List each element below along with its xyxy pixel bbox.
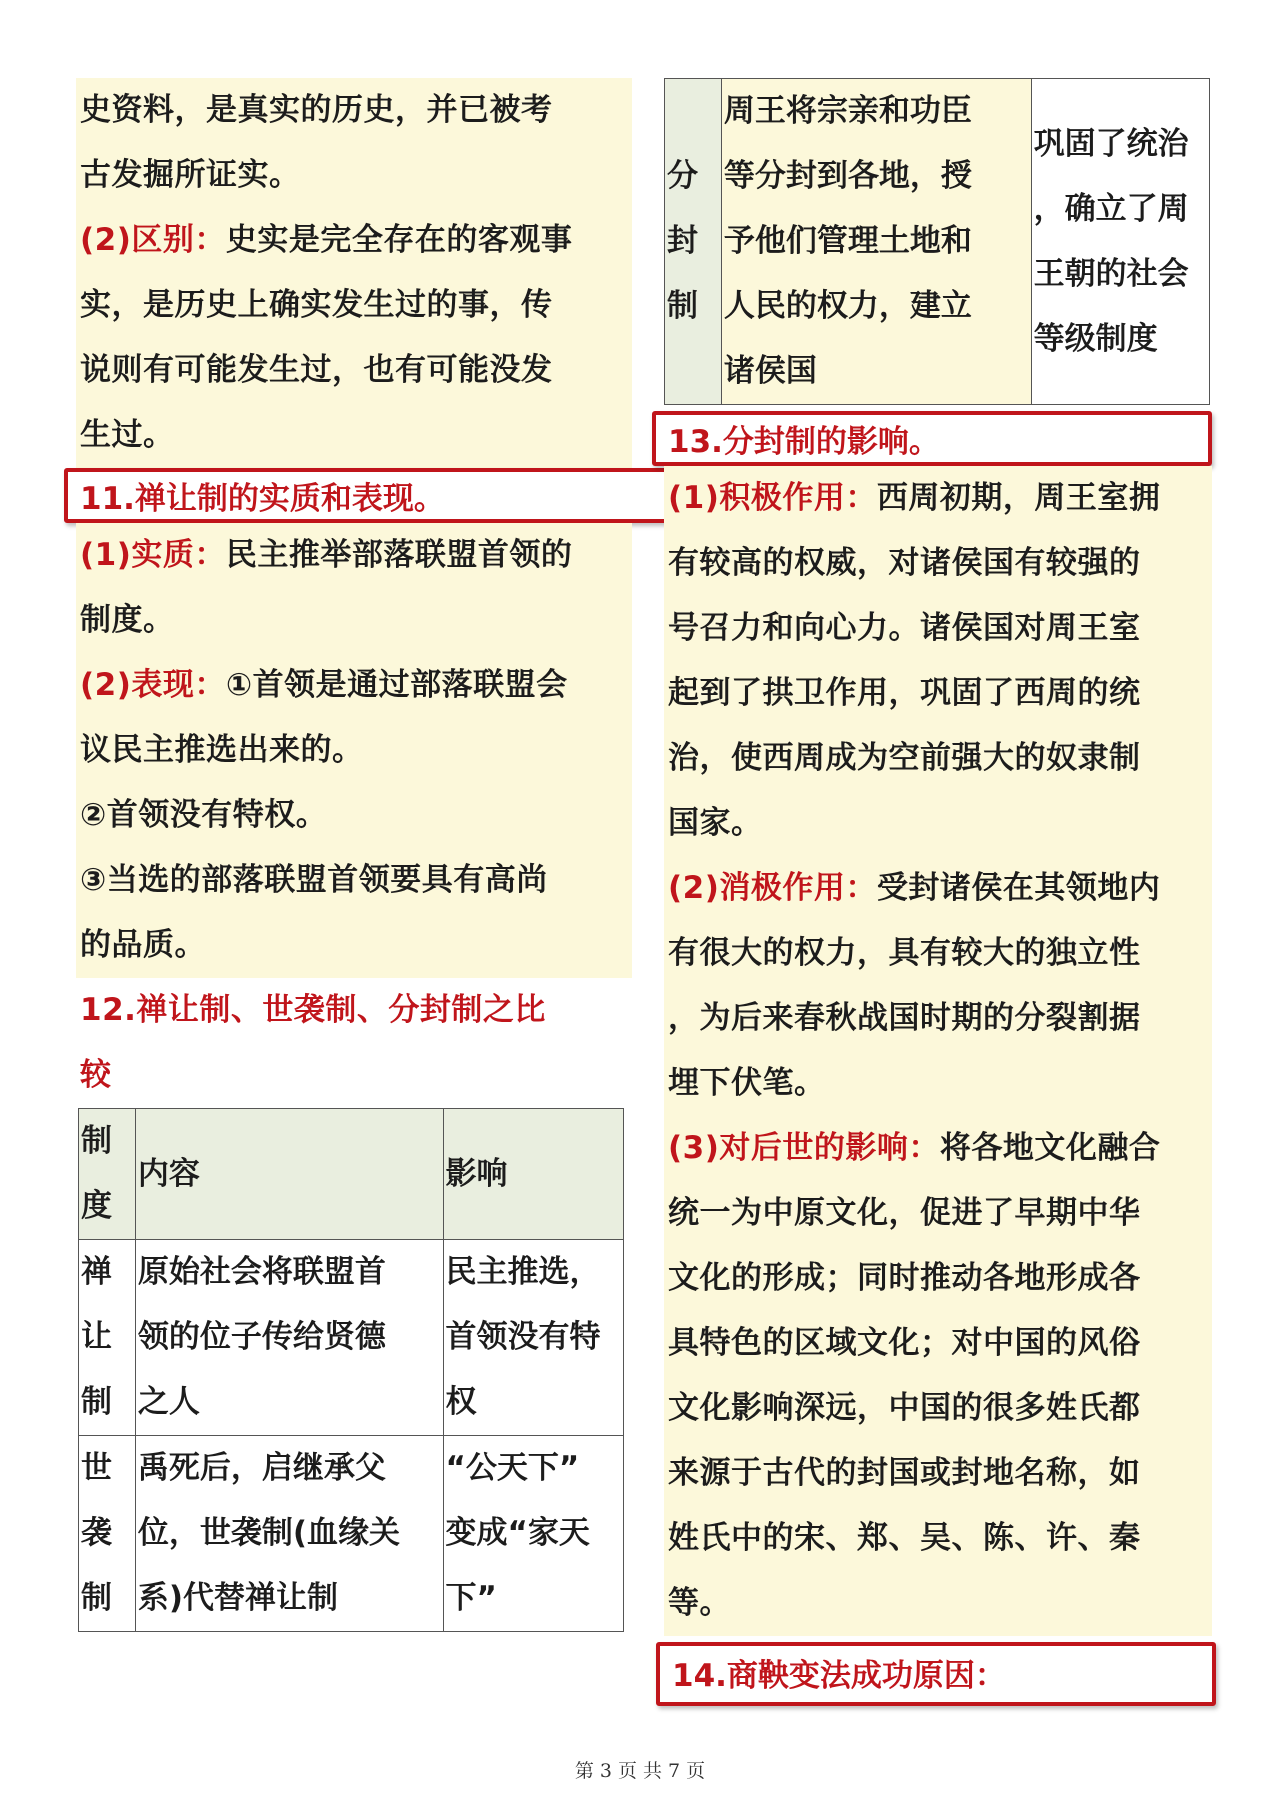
cell-line: 等分封到各地，授 (723, 158, 972, 194)
table-cell-impact (1031, 79, 1209, 405)
cell-line: 变成“家天 (445, 1515, 590, 1551)
cell-line: 之人 (137, 1384, 200, 1420)
comparison-table (78, 1108, 624, 1632)
cell-char: 禅 (81, 1254, 112, 1290)
cell-line: 王朝的社会 (1033, 255, 1189, 292)
manifest-line: ③当选的部落联盟首领要具有高尚 (80, 862, 548, 898)
negative-line: 有很大的权力，具有较大的独立性 (668, 935, 1141, 971)
cell-line: 诸侯国 (723, 353, 817, 389)
table-cell-impact (443, 1436, 624, 1632)
cell-char: 分 (667, 158, 698, 194)
table-header-row (79, 1109, 624, 1240)
cell-line: 位，世袭制(血缘关 (137, 1515, 401, 1551)
later-impact-paragraph (664, 1116, 1212, 1181)
later-impact-line: 文化影响深远，中国的很多姓氏都 (668, 1390, 1141, 1426)
manifest-line: ②首领没有特权。 (80, 797, 328, 833)
later-impact-line: 姓氏中的宋、郑、吴、陈、许、秦 (668, 1520, 1141, 1556)
essence-label: (1)实质： (80, 537, 226, 573)
table-cell-content (721, 79, 1031, 405)
cell-line: 原始社会将联盟首 (137, 1254, 386, 1290)
section-12-heading-line: 较 (80, 1057, 112, 1093)
diff-line: 说则有可能发生过，也有可能没发 (80, 352, 553, 388)
positive-paragraph (664, 466, 1212, 531)
header-char: 制 (81, 1123, 112, 1159)
cell-line: 予他们管理土地和 (723, 223, 972, 259)
table-cell-system (79, 1436, 136, 1632)
cell-char: 世 (81, 1450, 112, 1486)
later-impact-line: 文化的形成；同时推动各地形成各 (668, 1260, 1141, 1296)
header-cell-impact: 影响 (443, 1109, 624, 1240)
cell-line: 领的位子传给贤德 (137, 1319, 386, 1355)
positive-line: 号召力和向心力。诸侯国对周王室 (668, 610, 1141, 646)
fenfeng-table-continued (664, 78, 1210, 405)
essence-line: 制度。 (80, 602, 175, 638)
cell-char: 制 (81, 1580, 112, 1616)
positive-line: 有较高的权威，对诸侯国有较强的 (668, 545, 1141, 581)
table-cell-content (135, 1436, 443, 1632)
negative-label: (2)消极作用： (668, 870, 877, 906)
positive-line: 起到了拱卫作用，巩固了西周的统 (668, 675, 1141, 711)
cell-line: 禹死后，启继承父 (137, 1450, 386, 1486)
cell-line: 首领没有特 (445, 1319, 601, 1355)
cell-char: 封 (667, 223, 698, 259)
cell-line: ，确立了周 (1033, 190, 1189, 227)
cell-line: 系)代替禅让制 (137, 1580, 339, 1616)
cell-line: 等级制度 (1033, 320, 1158, 357)
table-row (79, 1436, 624, 1632)
negative-line: ，为后来春秋战国时期的分裂割据 (668, 1000, 1141, 1036)
diff-line: 史实是完全存在的客观事 (225, 222, 573, 258)
essence-paragraph (76, 523, 632, 588)
table-cell-system (665, 79, 722, 405)
right-column (664, 78, 1212, 1706)
manifest-label: (2)表现： (80, 667, 226, 703)
table-row (79, 1240, 624, 1436)
manifest-paragraph (76, 653, 632, 718)
cell-line: 下” (445, 1580, 497, 1616)
cell-line: 周王将宗亲和功臣 (723, 93, 972, 129)
diff-line: 生过。 (80, 417, 175, 453)
cell-line: 民主推选， (445, 1254, 601, 1290)
right-highlight-block (664, 466, 1212, 1636)
cell-line: 权 (445, 1384, 477, 1420)
later-impact-line: 等。 (668, 1585, 731, 1621)
positive-line: 国家。 (668, 805, 763, 841)
intro-line: 史资料，是真实的历史，并已被考 (80, 92, 553, 128)
manifest-line: ①首领是通过部落联盟会 (225, 667, 568, 703)
table-cell-content (135, 1240, 443, 1436)
cell-line: “公天下” (445, 1450, 580, 1486)
cell-line: 巩固了统治 (1033, 125, 1189, 162)
manifest-line: 议民主推选出来的。 (80, 732, 364, 768)
header-cell-system (79, 1109, 136, 1240)
diff-paragraph (76, 208, 632, 273)
cell-char: 让 (81, 1319, 112, 1355)
diff-label: (2)区别： (80, 222, 226, 258)
later-impact-line: 统一为中原文化，促进了早期中华 (668, 1195, 1141, 1231)
later-impact-line: 将各地文化融合 (939, 1130, 1161, 1166)
left-highlight-block-2 (76, 523, 632, 978)
intro-line: 古发掘所证实。 (80, 157, 301, 193)
page-footer: 第 3 页 共 7 页 (574, 1760, 706, 1782)
cell-char: 袭 (81, 1515, 112, 1551)
cell-line: 人民的权力，建立 (723, 288, 972, 324)
negative-line: 受封诸侯在其领地内 (876, 870, 1161, 906)
later-impact-line: 来源于古代的封国或封地名称，如 (668, 1455, 1141, 1491)
positive-line: 治，使西周成为空前强大的奴隶制 (668, 740, 1141, 776)
section-11-heading: 11.禅让制的实质和表现。 (64, 468, 674, 523)
essence-line: 民主推举部落联盟首领的 (225, 537, 573, 573)
negative-line: 埋下伏笔。 (668, 1065, 826, 1101)
manifest-line: 的品质。 (80, 927, 206, 963)
diff-line: 实，是历史上确实发生过的事，传 (80, 287, 553, 323)
cell-char: 制 (81, 1384, 112, 1420)
section-13-heading: 13.分封制的影响。 (652, 411, 1212, 466)
positive-label: (1)积极作用： (668, 480, 877, 516)
section-14-heading: 14.商鞅变法成功原因： (656, 1642, 1216, 1706)
later-impact-line: 具特色的区域文化；对中国的风俗 (668, 1325, 1141, 1361)
header-cell-content: 内容 (135, 1109, 443, 1240)
positive-line: 西周初期，周王室拥 (876, 480, 1161, 516)
left-column (76, 78, 632, 1632)
negative-paragraph (664, 856, 1212, 921)
cell-char: 制 (667, 288, 698, 324)
section-12-heading-line: 12.禅让制、世袭制、分封制之比 (80, 992, 546, 1028)
table-cell-impact (443, 1240, 624, 1436)
header-char: 度 (81, 1188, 112, 1224)
table-cell-system (79, 1240, 136, 1436)
left-highlight-block-1 (76, 78, 632, 468)
table-row (665, 79, 1210, 405)
later-impact-label: (3)对后世的影响： (668, 1130, 940, 1166)
